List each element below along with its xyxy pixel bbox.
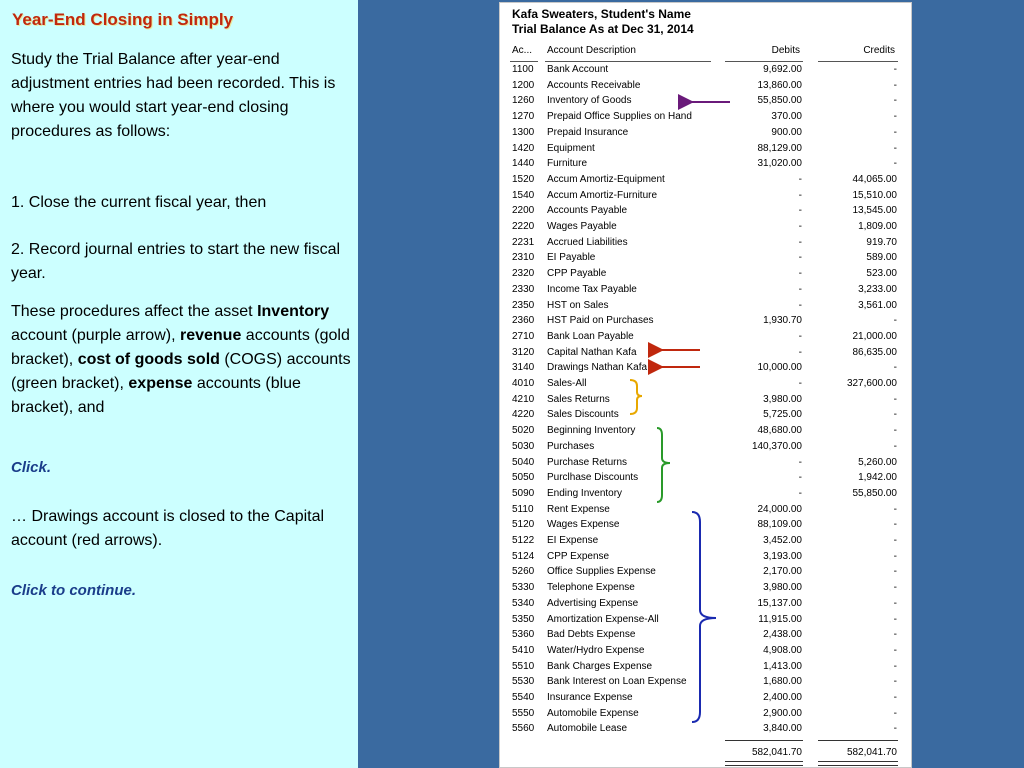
table-row[interactable] <box>500 457 912 473</box>
account-description: Prepaid Office Supplies on Hand <box>547 111 692 123</box>
debit-amount: 2,438.00 <box>763 629 802 641</box>
click-to-continue[interactable]: Click to continue. <box>11 582 137 599</box>
intro-text: Study the Trial Balance after year-end adjustment entries had been recorded. This is where you would start year-end closing procedures as follows: <box>11 51 336 140</box>
account-number: 2360 <box>512 315 535 327</box>
debit-amount: 2,170.00 <box>763 566 802 578</box>
credit-amount: - <box>893 629 897 641</box>
debit-amount: 31,020.00 <box>757 158 802 170</box>
credit-amount: 589.00 <box>866 252 897 264</box>
account-description: Inventory of Goods <box>547 95 632 107</box>
table-row[interactable] <box>500 111 912 127</box>
credit-amount: - <box>893 95 897 107</box>
table-row[interactable] <box>500 504 912 520</box>
credit-amount: - <box>893 393 897 405</box>
debit-amount: 3,980.00 <box>763 393 802 405</box>
account-description: Bad Debts Expense <box>547 629 636 641</box>
debit-amount: - <box>798 487 802 499</box>
credit-amount: 55,850.00 <box>852 487 897 499</box>
account-description: HST Paid on Purchases <box>547 315 654 327</box>
table-row[interactable] <box>500 190 912 206</box>
account-number: 5530 <box>512 676 535 688</box>
debit-amount: 3,193.00 <box>763 550 802 562</box>
debit-amount: 24,000.00 <box>757 503 802 515</box>
account-description: Advertising Expense <box>547 597 639 609</box>
account-description: Sales Discounts <box>547 409 619 421</box>
table-row[interactable] <box>500 425 912 441</box>
account-description: HST on Sales <box>547 299 609 311</box>
table-row[interactable] <box>500 252 912 268</box>
inventory-keyword: Inventory <box>257 303 330 320</box>
credit-amount: - <box>893 79 897 91</box>
account-number: 5260 <box>512 566 535 578</box>
account-number: 5030 <box>512 440 535 452</box>
credit-amount: 919.70 <box>866 236 897 248</box>
debit-amount: 10,000.00 <box>757 362 802 374</box>
credit-amount: - <box>893 503 897 515</box>
credit-amount: - <box>893 644 897 656</box>
account-description: Purchases <box>547 440 595 452</box>
table-row[interactable] <box>500 629 912 645</box>
account-description: Bank Account <box>547 64 609 75</box>
table-row[interactable] <box>500 205 912 221</box>
credit-amount: - <box>893 126 897 138</box>
account-number: 5120 <box>512 519 535 531</box>
debit-amount: - <box>798 456 802 468</box>
table-row[interactable] <box>500 441 912 457</box>
header-rule <box>725 61 803 62</box>
account-description: Sales-All <box>547 378 587 389</box>
credit-amount: - <box>893 519 897 531</box>
account-description: Sales Returns <box>547 393 610 405</box>
credit-amount: 1,942.00 <box>858 472 897 484</box>
account-number: 2231 <box>512 236 535 248</box>
debit-amount: 4,908.00 <box>763 644 802 656</box>
credit-amount: - <box>893 142 897 154</box>
account-number: 4010 <box>512 378 535 389</box>
account-description: Accrued Liabilities <box>547 236 628 248</box>
credit-amount: - <box>893 676 897 688</box>
credit-amount: 523.00 <box>866 268 897 280</box>
header-rule <box>818 61 898 62</box>
debit-amount: - <box>798 173 802 185</box>
credit-amount: - <box>893 425 897 437</box>
table-row[interactable] <box>500 708 912 724</box>
account-description: Purclhase Discounts <box>547 472 639 484</box>
account-number: 5020 <box>512 425 535 437</box>
account-number: 5510 <box>512 660 535 672</box>
account-description: Rent Expense <box>547 503 610 515</box>
cogs-keyword: cost of goods sold <box>77 351 220 368</box>
click-prompt[interactable]: Click. <box>11 459 52 476</box>
account-description: EI Expense <box>547 535 599 546</box>
account-description: Purchase Returns <box>547 456 628 468</box>
debit-amount: - <box>798 346 802 358</box>
credit-amount: - <box>893 440 897 452</box>
table-row[interactable] <box>500 284 912 300</box>
table-row[interactable] <box>500 409 912 425</box>
revenue-keyword: revenue <box>179 327 242 344</box>
table-row[interactable] <box>500 64 912 80</box>
credit-amount: - <box>893 613 897 625</box>
account-number: 2320 <box>512 268 535 280</box>
debit-amount: 1,680.00 <box>763 676 802 688</box>
table-row[interactable] <box>500 488 912 504</box>
table-row[interactable] <box>500 362 912 378</box>
table-row[interactable] <box>500 237 912 253</box>
account-number: 5540 <box>512 692 535 703</box>
credit-amount: - <box>893 692 897 703</box>
debit-amount: 3,452.00 <box>763 535 802 546</box>
account-description: CPP Expense <box>547 550 610 562</box>
table-row[interactable] <box>500 598 912 614</box>
debit-amount: - <box>798 268 802 280</box>
credit-amount: 13,545.00 <box>852 205 897 217</box>
double-rule <box>725 761 803 766</box>
account-description: Bank Loan Payable <box>547 330 634 342</box>
debit-amount: 11,915.00 <box>758 613 802 625</box>
credit-amount: 327,600.00 <box>846 378 897 389</box>
account-description: Accounts Receivable <box>547 79 641 91</box>
table-row[interactable] <box>500 221 912 237</box>
table-row[interactable] <box>500 95 912 111</box>
account-number: 4220 <box>512 409 535 421</box>
credit-amount: - <box>893 362 897 374</box>
account-description: Drawings Nathan Kafa <box>547 362 648 374</box>
credit-amount: - <box>893 158 897 170</box>
account-description: EI Payable <box>547 252 596 264</box>
account-number: 2200 <box>512 205 535 217</box>
account-number: 5050 <box>512 472 535 484</box>
debit-amount: 9,692.00 <box>763 64 802 75</box>
debit-amount: 900.00 <box>771 126 802 138</box>
account-description: Accum Amortiz-Furniture <box>547 189 658 201</box>
table-row[interactable] <box>500 268 912 284</box>
account-number: 4210 <box>512 393 535 405</box>
table-row[interactable] <box>500 472 912 488</box>
account-description: Furniture <box>547 158 588 170</box>
table-row[interactable] <box>500 347 912 363</box>
debit-amount: 15,137.00 <box>757 597 802 609</box>
account-description: Ending Inventory <box>547 487 623 499</box>
account-number: 5110 <box>512 503 534 515</box>
debit-amount: - <box>798 472 802 484</box>
credit-amount: 21,000.00 <box>852 330 897 342</box>
account-number: 1300 <box>512 126 535 138</box>
credit-amount: - <box>893 723 897 735</box>
col-header-description[interactable]: Account Description <box>547 45 636 56</box>
account-number: 2310 <box>512 252 535 264</box>
company-name: Kafa Sweaters, Student's Name <box>512 7 691 21</box>
account-description: Accum Amortiz-Equipment <box>547 173 665 185</box>
col-header-credits[interactable]: Credits <box>863 45 895 56</box>
credit-amount: - <box>893 707 897 719</box>
account-number: 5330 <box>512 582 535 594</box>
drawings-note: … Drawings account is closed to the Capital account (red arrows). <box>11 508 325 549</box>
credit-amount: - <box>893 660 897 672</box>
credit-amount: - <box>893 582 897 594</box>
col-header-debits[interactable]: Debits <box>771 45 800 56</box>
instruction-panel <box>0 0 358 768</box>
account-number: 5410 <box>512 644 535 656</box>
table-row[interactable] <box>500 174 912 190</box>
slide-title: Year-End Closing in Simply <box>12 10 234 29</box>
account-number: 2350 <box>512 299 535 311</box>
account-number: 5090 <box>512 487 535 499</box>
debit-amount: - <box>798 299 802 311</box>
debit-amount: 88,129.00 <box>757 142 802 154</box>
table-row[interactable] <box>500 127 912 143</box>
table-row[interactable] <box>500 80 912 96</box>
debit-amount: 2,900.00 <box>763 707 802 719</box>
account-number: 1270 <box>512 111 535 123</box>
account-number: 1540 <box>512 189 535 201</box>
table-row[interactable] <box>500 315 912 331</box>
credit-amount: - <box>893 550 897 562</box>
table-row[interactable] <box>500 378 912 394</box>
report-title: Trial Balance As at Dec 31, 2014 <box>512 22 694 36</box>
account-number: 5360 <box>512 629 535 641</box>
account-number: 3140 <box>512 362 535 374</box>
credit-amount: 15,510.00 <box>852 189 897 201</box>
credit-amount: 5,260.00 <box>858 456 897 468</box>
double-rule <box>818 761 898 766</box>
account-number: 2710 <box>512 330 535 342</box>
credit-amount: 3,561.00 <box>858 299 897 311</box>
table-row[interactable] <box>500 300 912 316</box>
debit-amount: 5,725.00 <box>763 409 802 421</box>
credit-amount: - <box>893 535 897 546</box>
account-description: Insurance Expense <box>547 692 633 703</box>
credit-amount: - <box>893 566 897 578</box>
table-row[interactable] <box>500 331 912 347</box>
account-number: 3120 <box>512 346 535 358</box>
credit-amount: - <box>893 597 897 609</box>
account-description: Telephone Expense <box>547 582 635 594</box>
step-2-text: 2. Record journal entries to start the new fiscal year. <box>11 241 341 282</box>
account-description: Capital Nathan Kafa <box>547 346 637 358</box>
credit-amount: - <box>893 111 897 123</box>
table-row[interactable] <box>500 676 912 692</box>
debit-amount: - <box>798 252 802 264</box>
debit-amount: - <box>798 189 802 201</box>
debit-amount: 13,860.00 <box>757 79 802 91</box>
debit-amount: - <box>798 330 802 342</box>
debit-amount: 3,840.00 <box>763 723 802 735</box>
debit-amount: 88,109.00 <box>757 519 802 531</box>
table-row[interactable] <box>500 661 912 677</box>
total-credits: 582,041.70 <box>846 747 897 758</box>
table-row[interactable] <box>500 692 912 708</box>
credit-amount: 1,809.00 <box>858 221 897 232</box>
account-description: Equipment <box>547 142 595 154</box>
credit-amount: - <box>893 409 897 421</box>
account-number: 1440 <box>512 158 535 170</box>
debit-amount: 1,930.70 <box>763 315 802 327</box>
account-description: Automobile Expense <box>547 707 639 719</box>
procedures-text: These procedures affect the asset Inventory account (purple arrow), revenue accounts (gold bracket), cost of goods sold (COGS) accounts (green bracket), expense accounts (blue bracket), and <box>11 303 351 416</box>
account-description: Bank Charges Expense <box>547 660 653 672</box>
account-number: 1260 <box>512 95 535 107</box>
account-number: 2220 <box>512 221 535 232</box>
table-row[interactable] <box>500 551 912 567</box>
debit-amount: - <box>798 205 802 217</box>
account-description: Accounts Payable <box>547 205 628 217</box>
table-row[interactable] <box>500 143 912 159</box>
account-description: Bank Interest on Loan Expense <box>547 676 687 688</box>
debit-amount: 55,850.00 <box>757 95 802 107</box>
debit-amount: 48,680.00 <box>757 425 802 437</box>
account-number: 5550 <box>512 707 535 719</box>
credit-amount: 86,635.00 <box>852 346 897 358</box>
account-number: 5124 <box>512 550 535 562</box>
account-description: CPP Payable <box>547 268 607 280</box>
account-number: 1520 <box>512 173 535 185</box>
step-1-text: 1. Close the current fiscal year, then <box>11 194 267 211</box>
account-description: Beginning Inventory <box>547 425 636 437</box>
credit-amount: 44,065.00 <box>852 173 897 185</box>
account-description: Income Tax Payable <box>547 283 637 295</box>
debit-amount: 370.00 <box>771 111 802 123</box>
credit-amount: - <box>893 64 897 75</box>
trial-balance-report <box>499 2 912 768</box>
debit-amount: - <box>798 236 802 248</box>
account-description: Wages Expense <box>547 519 620 531</box>
table-row[interactable] <box>500 519 912 535</box>
credit-amount: 3,233.00 <box>858 283 897 295</box>
account-description: Amortization Expense-All <box>547 613 659 625</box>
total-rule <box>725 740 803 741</box>
total-debits: 582,041.70 <box>751 747 802 758</box>
debit-amount: 140,370.00 <box>751 440 802 452</box>
account-number: 2330 <box>512 283 535 295</box>
debit-amount: - <box>798 221 802 232</box>
account-number: 5040 <box>512 456 535 468</box>
debit-amount: 3,980.00 <box>763 582 802 594</box>
account-description: Prepaid Insurance <box>547 126 629 138</box>
table-row[interactable] <box>500 645 912 661</box>
col-header-account[interactable]: Ac... <box>512 45 533 56</box>
debit-amount: 1,413.00 <box>763 660 802 672</box>
table-row[interactable] <box>500 582 912 598</box>
account-number: 1100 <box>512 64 534 75</box>
account-description: Water/Hydro Expense <box>547 644 645 656</box>
table-row[interactable] <box>500 535 912 551</box>
account-number: 5340 <box>512 597 535 609</box>
account-number: 1420 <box>512 142 535 154</box>
account-number: 5122 <box>512 535 535 546</box>
account-description: Wages Payable <box>547 221 617 232</box>
account-number: 5560 <box>512 723 535 735</box>
table-row[interactable] <box>500 614 912 630</box>
debit-amount: - <box>798 378 802 389</box>
table-row[interactable] <box>500 394 912 410</box>
account-number: 5350 <box>512 613 535 625</box>
expense-keyword: expense <box>128 375 193 392</box>
header-rule <box>545 61 711 62</box>
account-description: Office Supplies Expense <box>547 566 656 578</box>
credit-amount: - <box>893 315 897 327</box>
table-row[interactable] <box>500 566 912 582</box>
table-row[interactable] <box>500 158 912 174</box>
total-rule <box>818 740 898 741</box>
header-rule <box>510 61 538 62</box>
debit-amount: 2,400.00 <box>763 692 802 703</box>
account-number: 1200 <box>512 79 535 91</box>
debit-amount: - <box>798 283 802 295</box>
table-row[interactable] <box>500 723 912 739</box>
account-description: Automobile Lease <box>547 723 628 735</box>
